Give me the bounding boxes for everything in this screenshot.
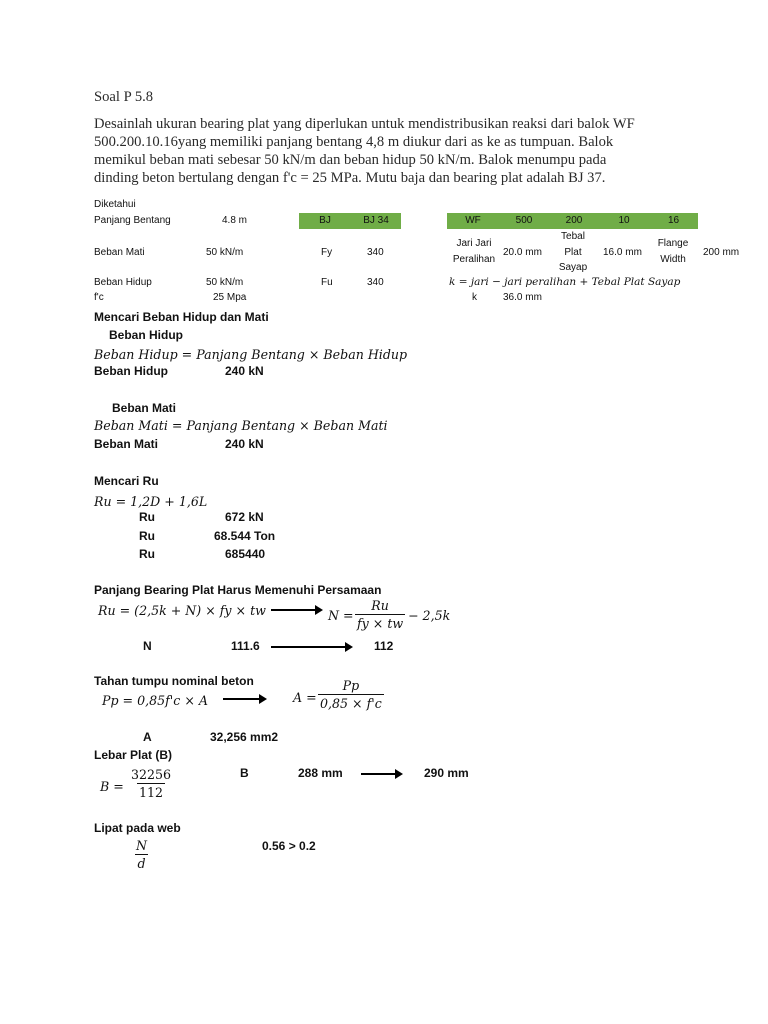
given-value-mati: 50 kN/m — [206, 247, 244, 258]
arrow-right-icon — [361, 773, 401, 775]
given-label-hidup: Beban Hidup — [94, 277, 152, 288]
profile-header-tw: 10 — [618, 215, 630, 226]
page-title: Soal P 5.8 — [94, 89, 154, 105]
result-value-beban-mati: 240 kN — [225, 437, 264, 451]
formula-b-lhs: B = — [100, 779, 124, 794]
profile-flange-label: Flange Width — [657, 238, 689, 265]
formula-n-denominator: fy × tw — [357, 616, 404, 631]
formula-b-fraction — [129, 767, 173, 800]
arrow-right-icon — [223, 698, 265, 700]
formula-a-numerator: Pp — [342, 678, 360, 693]
arrow-right-icon — [271, 646, 351, 648]
formula-nd-denominator: d — [137, 856, 146, 871]
profile-tebal-label: Tebal Plat Sayap — [558, 231, 588, 273]
formula-nd-numerator: N — [136, 838, 148, 853]
given-label-fc: f'c — [94, 292, 104, 303]
profile-jari-value: 20.0 mm — [503, 247, 542, 258]
b-rounded: 290 mm — [424, 766, 469, 780]
result-value-beban-hidup: 240 kN — [225, 364, 264, 378]
given-label-bentang: Panjang Bentang — [94, 215, 171, 226]
profile-header-d: 500 — [515, 215, 533, 226]
subheading-beban-hidup: Beban Hidup — [109, 328, 183, 342]
section-heading-beban: Mencari Beban Hidup dan Mati — [94, 310, 269, 324]
formula-b-denominator: 112 — [139, 785, 164, 800]
formula-a-lhs: A = — [293, 690, 317, 705]
ru-label-2: Ru — [139, 529, 155, 543]
formula-n-numerator: Ru — [371, 598, 389, 613]
b-label: B — [240, 766, 249, 780]
n-rounded: 112 — [374, 639, 394, 653]
b-value: 288 mm — [298, 766, 343, 780]
given-value-bentang: 4.8 m — [222, 215, 248, 226]
steel-header-bj: BJ — [319, 215, 331, 226]
result-label-beban-mati: Beban Mati — [94, 437, 159, 451]
problem-line-4: dinding beton bertulang dengan f'c = 25 MPa. Mutu baja dan bearing plat adalah BJ 37. — [94, 170, 606, 186]
given-value-fc: 25 Mpa — [213, 292, 247, 303]
a-value: 32,256 mm2 — [210, 730, 279, 744]
ru-label-1: Ru — [139, 510, 155, 524]
ru-value-n: 685440 — [225, 547, 266, 561]
formula-n-lhs: N = — [328, 608, 354, 623]
ru-label-3: Ru — [139, 547, 155, 561]
profile-header-wf: WF — [465, 215, 481, 226]
profile-header-tf: 16 — [667, 215, 680, 226]
formula-b-numerator: 32256 — [131, 767, 172, 782]
n-value: 111.6 — [231, 639, 260, 653]
k-label: k — [472, 292, 477, 303]
section-heading-ru: Mencari Ru — [94, 474, 159, 488]
profile-header-b: 200 — [565, 215, 583, 226]
subheading-beban-mati: Beban Mati — [112, 401, 177, 415]
k-formula: k = jari − jari peralihan + Tebal Plat Sayap — [449, 276, 681, 288]
given-label-mati: Beban Mati — [94, 247, 145, 258]
formula-n-fraction — [355, 598, 405, 631]
ru-value-ton: 68.544 Ton — [214, 529, 276, 543]
formula-a-denominator: 0,85 × f'c — [320, 696, 382, 711]
given-heading: Diketahui — [94, 199, 136, 210]
formula-beban-hidup: Beban Hidup = Panjang Bentang × Beban Hidup — [94, 347, 408, 362]
section-heading-lebar: Lebar Plat (B) — [94, 748, 173, 762]
k-value: 36.0 mm — [503, 292, 542, 303]
result-label-beban-hidup: Beban Hidup — [94, 364, 168, 378]
profile-jari-label: Jari Jari Peralihan — [452, 238, 496, 265]
steel-label-fu: Fu — [321, 277, 333, 288]
section-heading-lipat: Lipat pada web — [94, 821, 181, 835]
steel-label-fy: Fy — [321, 247, 333, 258]
a-label: A — [143, 730, 152, 744]
given-value-hidup: 50 kN/m — [206, 277, 244, 288]
steel-header-grade: BJ 34 — [363, 215, 389, 226]
problem-line-3: memikul beban mati sebesar 50 kN/m dan beban hidup 50 kN/m. Balok menumpu pada — [94, 152, 607, 168]
problem-line-2: 500.200.10.16yang memiliki panjang bentang 4,8 m diukur dari as ke as tumpuan. Balok — [94, 134, 614, 150]
formula-ru-bearing: Ru = (2,5k + N) × fy × tw — [98, 603, 266, 618]
formula-nd-fraction — [134, 838, 149, 871]
formula-ru: Ru = 1,2D + 1,6L — [94, 494, 208, 509]
problem-line-1: Desainlah ukuran bearing plat yang diperlukan untuk mendistribusikan reaksi dari balok WF — [94, 116, 635, 132]
formula-beban-mati: Beban Mati = Panjang Bentang × Beban Mati — [94, 418, 388, 433]
steel-value-fu: 340 — [367, 277, 384, 288]
formula-a-fraction — [318, 678, 384, 711]
arrow-right-icon — [271, 609, 321, 611]
lipat-comparison: 0.56 > 0.2 — [262, 839, 316, 853]
formula-n-tail: − 2,5k — [408, 608, 451, 623]
formula-pp: Pp = 0,85f'c × A — [102, 693, 208, 708]
section-heading-panjang: Panjang Bearing Plat Harus Memenuhi Persamaan — [94, 583, 382, 597]
steel-value-fy: 340 — [367, 247, 384, 258]
ru-value-kn: 672 kN — [225, 510, 264, 524]
n-label: N — [143, 639, 152, 653]
profile-tebal-value: 16.0 mm — [603, 247, 642, 258]
profile-flange-value: 200 mm — [703, 247, 740, 258]
section-heading-tumpu: Tahan tumpu nominal beton — [94, 674, 254, 688]
